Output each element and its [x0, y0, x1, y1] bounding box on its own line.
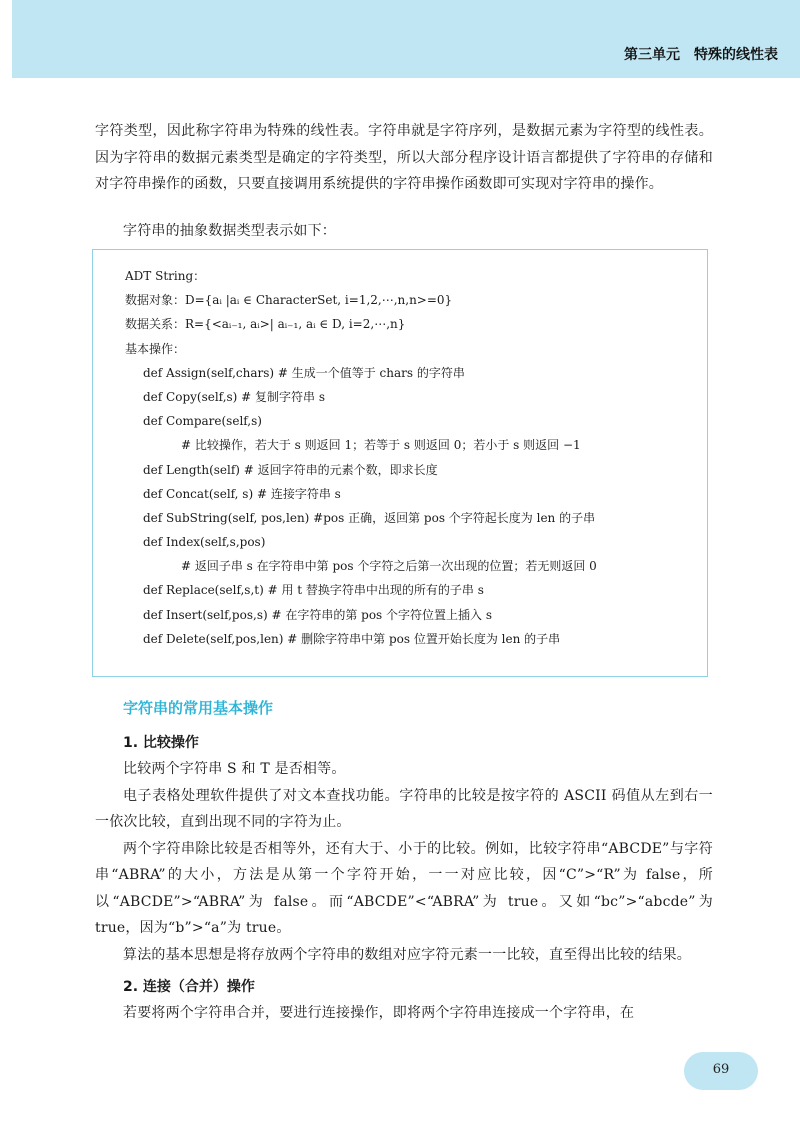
compare-paragraph: 算法的基本思想是将存放两个字符串的数组对应字符元素一一比较，直至得出比较的结果。	[123, 946, 691, 963]
compare-paragraph: 比较两个字符串 S 和 T 是否相等。	[123, 761, 346, 777]
compare-heading: 1. 比较操作	[123, 735, 199, 751]
adt-line: ADT String：	[125, 269, 206, 283]
page-number-tab	[684, 1052, 758, 1090]
section-heading: 字符串的常用基本操作	[123, 699, 274, 717]
adt-line: def Copy(self,s) # 复制字符串 s	[143, 389, 326, 404]
adt-line: def Replace(self,s,t) # 用 t 替换字符串中出现的所有的子串 s	[143, 583, 484, 598]
adt-line: 数据关系：R={<aᵢ₋₁, aᵢ>| aᵢ₋₁, aᵢ ∈ D, i=2,⋯,n}	[125, 317, 406, 332]
concat-heading: 2. 连接（合并）操作	[123, 979, 255, 995]
concat-paragraph: 若要将两个字符串合并，要进行连接操作，即将两个字符串连接成一个字符串，在	[123, 1005, 635, 1021]
compare-paragraph: 电子表格处理软件提供了对文本查找功能。字符串的比较是按字符的 ASCII 码值从左到右一一依次比较，直到出现不同的字符为止。	[95, 787, 713, 830]
compare-paragraph: 两个字符串除比较是否相等外，还有大于、小于的比较。例如，比较字符串“ABCDE”与字符串“ABRA”的大小，方法是从第一个字符开始，一一对应比较，因“C”>“R”为 false，所以“ABCDE”>“ABRA”为 false。而“ABCDE”<“ABRA”为 true。又如“bc”>“abcde”为 true，因为“b”>“a”为 true。	[95, 840, 713, 936]
adt-line: def Insert(self,pos,s) # 在字符串的第 pos 个字符位置上插入 s	[143, 607, 493, 622]
page-number: 69	[712, 1062, 730, 1077]
concat-section	[95, 974, 713, 1027]
adt-line: # 返回子串 s 在字符串中第 pos 个字符之后第一次出现的位置；若无则返回 0	[181, 559, 597, 574]
compare-section	[95, 730, 713, 968]
adt-line: def Compare(self,s)	[143, 414, 262, 429]
adt-line: def Delete(self,pos,len) # 删除字符串中第 pos 位置开始长度为 len 的子串	[143, 631, 561, 646]
adt-line: def Concat(self, s) # 连接字符串 s	[143, 486, 341, 501]
adt-line: # 比较操作，若大于 s 则返回 1；若等于 s 则返回 0；若小于 s 则返回 −1	[181, 438, 581, 453]
adt-line: def Length(self) # 返回字符串的元素个数，即求长度	[143, 462, 438, 477]
adt-lead-paragraph: 字符串的抽象数据类型表示如下：	[123, 223, 336, 239]
adt-definition-box	[92, 249, 708, 677]
adt-line: 基本操作：	[125, 341, 186, 356]
adt-line: def Index(self,s,pos)	[143, 535, 266, 550]
intro-section	[95, 118, 713, 198]
adt-lead-section	[95, 218, 713, 245]
chapter-title: 第三单元 特殊的线性表	[624, 47, 778, 63]
header-band	[12, 0, 800, 78]
adt-line: def SubString(self, pos,len) #pos 正确，返回第 pos 个字符起长度为 len 的子串	[143, 510, 596, 525]
adt-line: def Assign(self,chars) # 生成一个值等于 chars 的字符串	[143, 365, 465, 380]
intro-paragraph: 字符类型，因此称字符串为特殊的线性表。字符串就是字符序列，是数据元素为字符型的线性表。因为字符串的数据元素类型是确定的字符类型，所以大部分程序设计语言都提供了字符串的存储和对字符串操作的函数，只要直接调用系统提供的字符串操作函数即可实现对字符串的操作。	[95, 123, 713, 192]
adt-line: 数据对象：D={aᵢ |aᵢ ∈ CharacterSet, i=1,2,⋯,n,n>=0}	[125, 293, 453, 308]
